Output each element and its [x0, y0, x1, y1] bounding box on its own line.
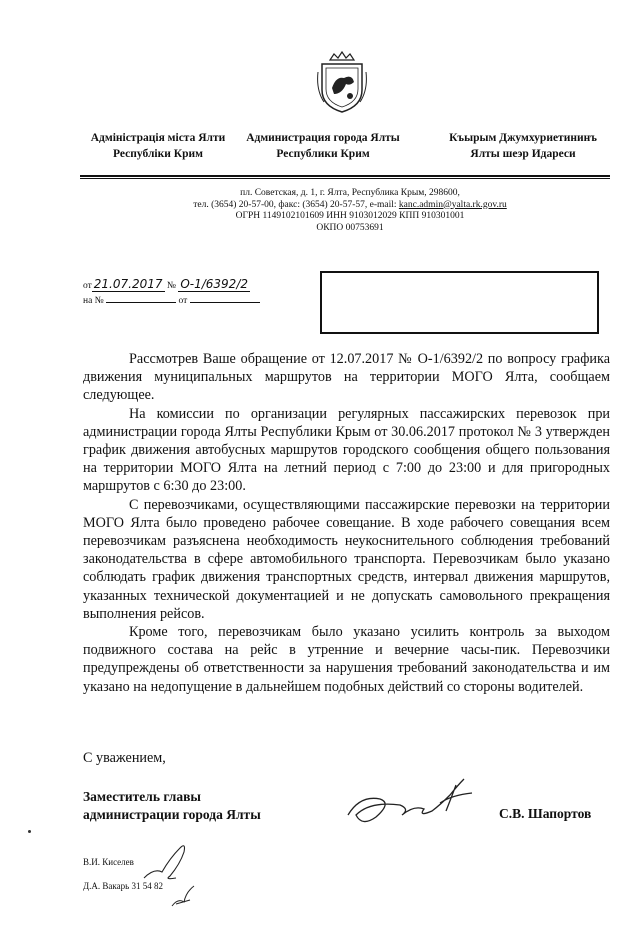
signatory-position: [83, 788, 261, 823]
handwritten-signature: [340, 765, 480, 845]
registration-from-label: от: [83, 281, 92, 291]
contact-phones: тел. (3654) 20-57-00, факс: (3654) 20-57-57, e-mail:: [193, 199, 399, 210]
crimea-coat-of-arms-emblem: [316, 50, 368, 116]
header-org-russian-line1: Администрация города Ялты: [246, 132, 400, 144]
letter-body: [83, 350, 610, 696]
header-org-ukrainian: [78, 130, 238, 162]
header-org-russian-line2: Республики Крим: [276, 148, 370, 160]
header-org-crimean-tatar-line2: Ялты шеэр Идареси: [470, 148, 576, 160]
header-org-crimean-tatar: [438, 130, 608, 162]
scan-speck: [28, 830, 31, 833]
executor-2: Д.А. Вакарь 31 54 82: [83, 881, 163, 891]
registration-to-from-blank: [190, 293, 260, 303]
contact-address: пл. Советская, д. 1, г. Ялта, Республика Крым, 298600,: [240, 188, 460, 198]
registration-to-no-blank: [106, 293, 176, 303]
body-paragraph-1: Рассмотрев Ваше обращение от 12.07.2017 № О-1/6392/2 по вопросу графика движения муниципальных маршрутов на территории МОГО Ялта, сообщаем следующее.: [83, 351, 610, 404]
header-org-ukrainian-line2: Республіки Крим: [113, 148, 203, 160]
registration-number: О-1/6392/2: [180, 277, 248, 291]
header-org-crimean-tatar-line1: Къырым Джумхуриетининъ: [449, 132, 597, 144]
signatory-name: С.В. Шапортов: [499, 806, 592, 821]
signatory-position-line1: Заместитель главы: [83, 789, 201, 804]
contact-email-link[interactable]: kanc.admin@yalta.rk.gov.ru: [398, 199, 507, 210]
body-paragraph-4: Кроме того, перевозчикам было указано усилить контроль за выходом подвижного состава на рейс в утренние и вечерние часы-пик. Перевозчики предупреждены об ответственности за нарушения требований законодательства и им указано на недопущение в дальнейшем подобных действий со стороны водителей.: [83, 624, 610, 695]
contact-codes: ОГРН 1149102101609 ИНН 9103012029 КПП 910301001: [235, 211, 465, 221]
body-paragraph-2: На комиссии по организации регулярных пассажирских перевозок при администрации города Ялты Республики Крым от 30.06.2017 протокол № 3 утвержден график движения автобусных маршрутов городского сообщения общего пользования на территории МОГО Ялта на летний период с 7:00 до 23:00 и для пригородных маршрутов с 6:30 до 23:00.: [83, 405, 610, 495]
header-divider-thin: [80, 178, 610, 179]
contact-phones-line: [140, 200, 560, 212]
registration-outgoing-line: [83, 278, 313, 293]
signatory-position-line2: администрации города Ялты: [83, 806, 261, 822]
contact-block: [140, 188, 560, 234]
registration-to-from-label: от: [178, 296, 188, 306]
registration-reference: [83, 278, 313, 308]
redacted-addressee-box: [320, 271, 599, 334]
body-paragraph-3: С перевозчиками, осуществляющими пассажирские перевозки на территории МОГО Ялта было проведено рабочее совещание. В ходе рабочего совещания всем перевозчикам разъяснена необходимость неукоснительного соблюдения требований законодательства в сфере автомобильного транспорта. Перевозчикам было указано соблюдать график движения транспортных средств, интервал движения маршрутов, указанных технической документацией и не допускать самовольного прекращения выполнения рейсов.: [83, 496, 610, 622]
registration-incoming-line: [83, 293, 313, 308]
registration-to-no-label: на №: [83, 296, 104, 306]
executor-initials-mark-2: [168, 880, 198, 910]
executor-initials-mark: [140, 838, 195, 883]
registration-no-label: №: [166, 281, 176, 291]
header-org-russian: [243, 130, 403, 162]
contact-okpo: ОКПО 00753691: [316, 222, 384, 233]
header-divider: [80, 175, 610, 177]
registration-date: 21.07.2017: [93, 277, 163, 291]
closing-phrase: С уважением,: [83, 750, 166, 766]
executor-1: В.И. Киселев: [83, 857, 134, 867]
header-org-ukrainian-line1: Адміністрація міста Ялти: [90, 132, 226, 144]
